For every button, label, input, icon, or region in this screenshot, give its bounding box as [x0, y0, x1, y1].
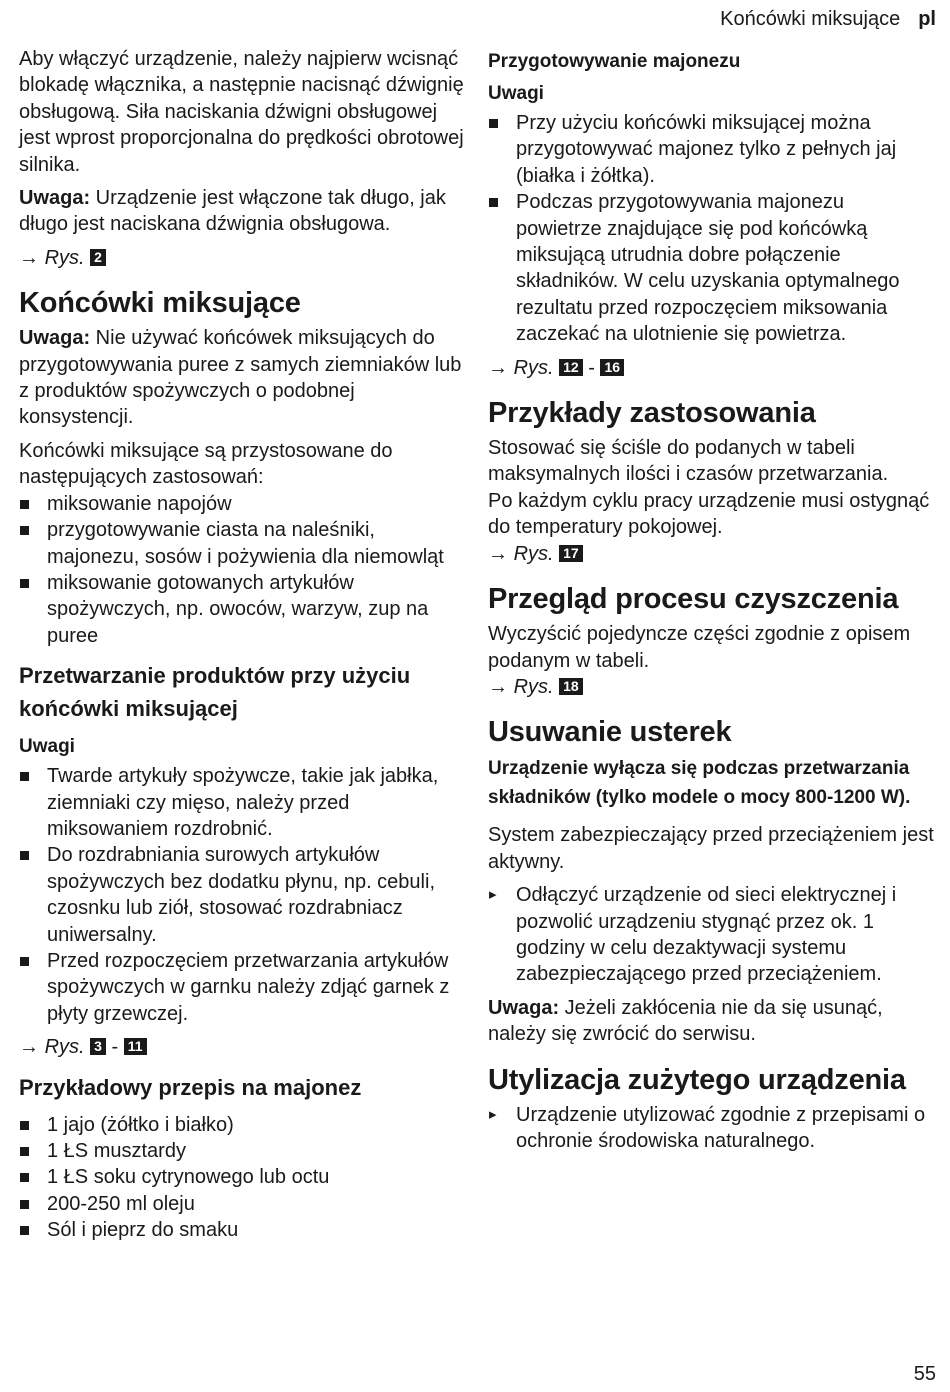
- note-text: Jeżeli zakłócenia nie da się usunąć, należy się zwrócić do serwisu.: [488, 996, 883, 1046]
- figure-reference: [19, 1034, 467, 1060]
- figure-ref-label: Rys.: [513, 356, 554, 379]
- paragraph-cleaning: Wyczyścić pojedyncze części zgodnie z opisem podanym w tabeli.: [488, 623, 911, 672]
- list-item: Podczas przygotowywania majonezu powietrze znajdujące się pod końcówką miksującą utrudnia dobre połączenie składników. W celu uzyskania optymalnego rezultatu przed rozpoczęciem miksowania zaczekać na ulotnienie się powietrza.: [488, 189, 934, 347]
- figure-reference: [488, 541, 934, 567]
- figure-number-badge: 3: [90, 1038, 106, 1055]
- note-label: Uwaga:: [488, 996, 560, 1019]
- processing-notes-list: [19, 763, 467, 1027]
- arrow-icon: →: [488, 356, 514, 379]
- paragraph-examples-1: Stosować się ściśle do podanych w tabeli maksymalnych ilości i czasów przetwarzania.: [488, 437, 889, 486]
- paragraph-examples-2: Po każdym cyklu pracy urządzenie musi ostygnąć do temperatury pokojowej.: [488, 489, 930, 539]
- recipe-list: [19, 1112, 467, 1244]
- note-label: Uwaga:: [19, 327, 91, 350]
- figure-number-badge: 12: [559, 359, 583, 376]
- figure-range-separator: -: [582, 356, 601, 379]
- paragraph-uses-intro: Końcówki miksujące są przystosowane do następujących zastosowań:: [19, 439, 393, 489]
- list-item: 200-250 ml oleju: [19, 1191, 467, 1217]
- notes-label: Uwagi: [19, 736, 75, 758]
- figure-ref-label: Rys.: [44, 1036, 85, 1059]
- list-item: Przy użyciu końcówki miksującej można przygotowywać majonez tylko z pełnych jaj (białka i żółtka).: [488, 110, 934, 189]
- arrow-icon: →: [488, 675, 514, 698]
- arrow-icon: →: [19, 1036, 45, 1059]
- figure-range-separator: -: [105, 1036, 124, 1059]
- paragraph-switch-on: Aby włączyć urządzenie, należy najpierw wcisnąć blokadę włącznika, a następnie nacisnąć dźwignię obsługową. Siła naciskania dźwigni obsługowej jest wprost proporcjonalna do prędkości obrotowej silnika.: [19, 48, 464, 176]
- note-label: Uwaga:: [19, 187, 91, 210]
- arrow-icon: →: [19, 246, 45, 269]
- list-item: miksowanie napojów: [19, 491, 467, 517]
- notes-label: Uwagi: [488, 83, 544, 104]
- list-item: Sól i pieprz do smaku: [19, 1217, 467, 1243]
- mayonnaise-notes-list: [488, 110, 934, 348]
- figure-number-badge: 18: [559, 678, 583, 695]
- arrow-icon: →: [488, 542, 514, 565]
- section-heading-troubleshooting: Usuwanie usterek: [488, 716, 732, 749]
- language-code: pl: [918, 8, 936, 30]
- figure-number-badge: 11: [124, 1038, 147, 1055]
- list-item: 1 ŁS musztardy: [19, 1138, 467, 1164]
- figure-ref-label: Rys.: [513, 675, 554, 698]
- subsection-heading-recipe: Przykładowy przepis na majonez: [19, 1074, 362, 1100]
- right-column: [488, 46, 934, 1161]
- running-header: [720, 8, 936, 31]
- subheading-mayonnaise: Przygotowywanie majonezu: [488, 51, 741, 72]
- disposal-list: [488, 1102, 934, 1155]
- fault-actions-list: [488, 882, 934, 988]
- fault-title: Urządzenie wyłącza się podczas przetwarzania składników (tylko modele o mocy 800-1200 W).: [488, 758, 911, 809]
- page-number: 55: [913, 1363, 936, 1385]
- note-service: [488, 995, 934, 1048]
- figure-ref-label: Rys.: [513, 542, 554, 565]
- section-heading-disposal: Utylizacja zużytego urządzenia: [488, 1063, 906, 1096]
- subsection-heading-processing: Przetwarzanie produktów przy użyciu końcówki miksującej: [19, 663, 411, 722]
- list-item: miksowanie gotowanych artykułów spożywczych, np. owoców, warzyw, zup na puree: [19, 570, 467, 649]
- list-item: Przed rozpoczęciem przetwarzania artykułów spożywczych w garnku należy zdjąć garnek z płyty grzewczej.: [19, 948, 467, 1027]
- fault-cause: System zabezpieczający przed przeciążeniem jest aktywny.: [488, 824, 934, 873]
- figure-number-badge: 16: [600, 359, 624, 376]
- figure-number-badge: 17: [559, 545, 583, 562]
- list-item: Twarde artykuły spożywcze, takie jak jabłka, ziemniaki czy mięso, należy przed miksowaniem rozdrobnić.: [19, 763, 467, 842]
- section-heading-examples: Przykłady zastosowania: [488, 397, 816, 430]
- note-text: Nie używać końcówek miksujących do przygotowywania puree z samych ziemniaków lub z produktów spożywczych o podobnej konsystencji.: [19, 327, 462, 429]
- uses-list: [19, 491, 467, 649]
- note-text: Urządzenie jest włączone tak długo, jak długo jest naciskana dźwignia obsługowa.: [19, 187, 446, 236]
- list-item: Do rozdrabniania surowych artykułów spożywczych bez dodatku płynu, np. cebuli, czosnku lub ziół, stosować rozdrabniacz uniwersalny.: [19, 842, 467, 948]
- figure-ref-label: Rys.: [44, 246, 85, 269]
- list-item: 1 ŁS soku cytrynowego lub octu: [19, 1164, 467, 1190]
- figure-reference: [19, 245, 467, 271]
- figure-reference: [488, 674, 934, 700]
- note-puree: [19, 325, 467, 431]
- section-heading-cleaning: Przegląd procesu czyszczenia: [488, 583, 899, 616]
- figure-number-badge: 2: [90, 249, 106, 266]
- figure-reference: [488, 355, 934, 381]
- section-heading-blending-attachments: Końcówki miksujące: [19, 287, 301, 320]
- list-item: ▸ Odłączyć urządzenie od sieci elektrycznej i pozwolić urządzeniu stygnąć przez ok. 1 godziny w celu dezaktywacji systemu zabezpieczającego przed przeciążeniem.: [488, 882, 934, 988]
- list-item: 1 jajo (żółtko i białko): [19, 1112, 467, 1138]
- list-item: ▸ Urządzenie utylizować zgodnie z przepisami o ochronie środowiska naturalnego.: [488, 1102, 934, 1155]
- left-column: [19, 46, 467, 1251]
- header-title: Końcówki miksujące: [720, 8, 901, 30]
- note-switch: [19, 185, 467, 238]
- list-item: przygotowywanie ciasta na naleśniki, majonezu, sosów i pożywienia dla niemowląt: [19, 517, 467, 570]
